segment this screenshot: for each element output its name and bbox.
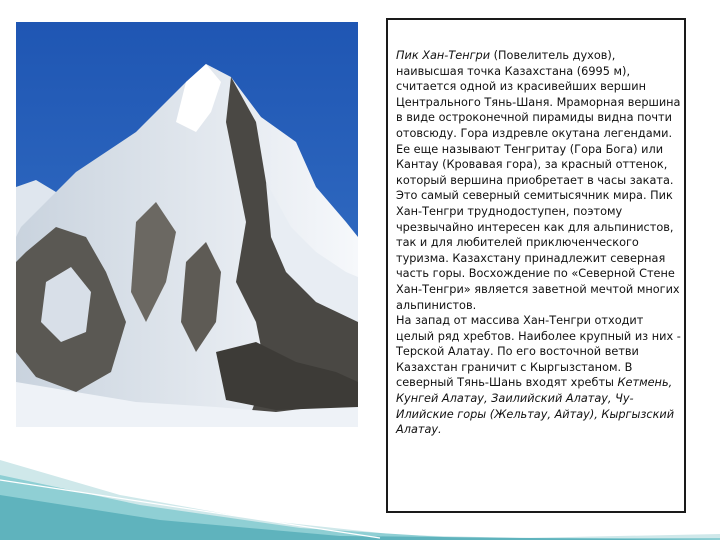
article-text-box xyxy=(386,18,686,513)
mountain-ranges-list: Кетмень, Кунгей Алатау, Заилийский Алатау, Чу-Илийские горы (Жельтау, Айтау), Кыргызский Алатау. xyxy=(396,376,675,437)
article-text xyxy=(396,48,681,438)
mountain-photo xyxy=(16,22,358,427)
decorative-waves xyxy=(0,450,720,540)
article-title: Пик Хан-Тенгри xyxy=(396,49,491,62)
paragraph-2-intro: На запад от массива Хан-Тенгри отходит целый ряд хребтов. Наиболее крупный из них - Терской Алатау. По его восточной ветви Казахстан граничит с Кыргызстаном. В северный Тянь-Шань входят хребты xyxy=(396,314,681,390)
paragraph-1: (Повелитель духов), наивысшая точка Казахстана (6995 м), считается одной из красивейших вершин Центрального Тянь-Шаня. Мраморная вершина в виде остроконечной пирамиды видна почти отовсюду. Гора издревле окутана легендами. Ее еще называют Тенгритау (Гора Бога) или Кантау (Кровавая гора), за красный оттенок, который вершина приобретает в часы заката. Это самый северный семитысячник мира. Пик Хан-Тенгри труднодоступен, поэтому чрезвычайно интересен как для альпинистов, так и для любителей приключенческого туризма. Казахстану принадлежит северная часть горы. Восхождение по «Северной Стене Хан-Тенгри» является заветной мечтой многих альпинистов. xyxy=(396,49,681,312)
